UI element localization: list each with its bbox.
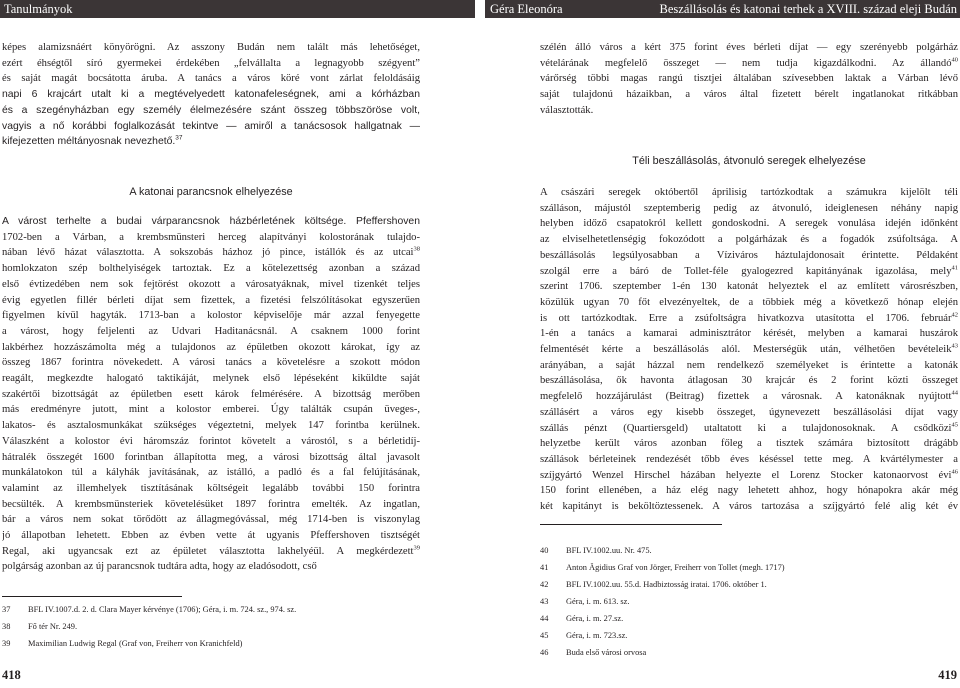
footnote-ref: 40 [951,56,958,64]
footnote-ref: 37 [175,134,183,142]
footnote-ref: 44 [951,389,958,397]
footnote-ref: 42 [951,311,958,319]
footnote-ref: 45 [951,421,958,429]
footnote-rule [540,524,722,525]
footnote-41: 41 Anton Ägidius Graf von Jörger, Freiherr von Tollet (megh. 1717) [540,563,785,572]
section-heading-right: Téli beszállásolás, átvonuló seregek elhelyezése [632,155,866,167]
article-title: Beszállásolás és katonai terhek a XVIII. század eleji Budán [659,2,957,16]
section-title: Tanulmányok [4,2,73,16]
footnote-ref: 39 [413,544,420,552]
left-paragraph-1: képes alamizsnáért könyörögni. Az asszony Budán nem talált más lehetőséget, ezért éhségtől síró gyermekei érdekében „felvállalta a legnagyobb szégyent” és saját magát bocsátotta áruba. A tanács a város köré vont zárlat feloldásáig napi 6 krajcárt utalt ki a megtévelyedett katonafeleségnek, ami a kórházban és a szegényházban egy személy élelmezésére szánt összeg többszöröse volt, vagyis a nő korábbi foglalkozását tekintve — amiről a tanácsosok hallgatnak — kifejezetten méltányosnak nevezhető.$^{37}$ [2,42,420,148]
footnote-40: 40 BFL IV.1002.uu. Nr. 475. [540,546,652,555]
running-header-right [485,0,960,18]
footnote-42: 42 BFL IV.1002.uu. 55.d. Hadbiztosság iratai. 1706. október 1. [540,580,767,589]
right-paragraph-2: A császári seregek októbertől áprilisig tartózkodtak a számukra kijelölt téli szálláson, májustól szeptemberig pedig az átvonuló, ideiglenesen néhány napig helyben időző csapatokról kellett gondoskodni. A seregek vonulása idején időnként az elviselhetetlenségig fokozódott a polgárházak és a fogadók zsúfoltsága. A beszállásolás legsúlyosabban a Víziváros háztulajdonosait érintette. Példaként szolgál erre a báró de Tollet-féle gyalogezred kapitányának igazolása, mely$^{41}$ szerint 1706. szeptember 1-én 130 katonát helyeztek el az említett városrészben, közülük ugyan 70 főt elvezényeltek, de a többiek még a következő hónap elején is ott tartózkodtak. Erre a zsúfoltságra hivatkozva utasította el 1706. február$^{42}$ 1-én a tanács a kamarai adminisztrátor kérését, melyben a kamarai huszárok felmentését kérte a beszállásolás alól. Mesterségük után, vélhetően bevételeik$^{43}$ arányában, a saját házzal nem rendelkező személyeket is érintette a katonák beszállásolása, ők havonta átlagosan 30 krajcár és 2 forint közti összeget megfelelő hozzájárulást (Beitrag) fizettek a városnak. A katonáknak nyújtott$^{44}$ szállásért a város egy kisebb összeget, úgynevezett beszállásolási díjat vagy szállás pénzt (Quartiersgeld) utaltatott ki a tulajdonosoknak. A csődközi$^{45}$ helyzetbe került város azonban főleg a tisztek számára biztosított drágább szállások bérleteinek rendezését tőbb éves késéssel tette meg. A kvártélymester a szíjgyártó Wenzel Hirschel házában helyezte el Lorenz Stocker katonaorvost évi$^{46}$ 150 forint ellenében, a ház elég nagy lehetett ahhoz, hogy hónapokra akár még két kapitányt is beköltöztessenek. A város tartozása a szíjgyártó felé alig két év [540,187,958,513]
footnote-ref: 38 [413,245,420,253]
author-name: Géra Eleonóra [490,2,563,16]
right-paragraph-1: szélén álló város a kért 375 forint éves bérleti díjat — egy szerényebb polgárház vételárának megfelelő összeget — nem tudja kigazdálkodni. Az állandó$^{40}$ várőrség többi magas rangú tisztjei általában szívesebben laktak a Várban lévő saját tulajdonú házaikban, a város által fizetett bérelt ingatlanokat ritkábban választották. [540,42,958,116]
footnote-37: 37 BFL IV.1007.d. 2. d. Clara Mayer kérvénye (1706); Géra, i. m. 724. sz., 974. sz. [2,605,297,614]
section-heading-left: A katonai parancsnok elhelyezése [129,186,293,198]
footnote-38: 38 Fő tér Nr. 249. [2,622,78,631]
footnote-44: 44 Géra, i. m. 27.sz. [540,614,624,623]
footnote-39: 39 Maximilian Ludwig Regal (Graf von, Freiherr von Kranichfeld) [2,639,243,648]
footnote-ref: 41 [951,263,958,271]
page-number-left: 418 [2,668,21,682]
running-header-left [0,0,475,18]
left-paragraph-2: A várost terhelte a budai várparancsnok házbérletének költsége. Pfeffershoven 1702-ben a Várban, a krembsmünsteri herceg alapítványi kolostorának tulajdo- nában lévő házat választotta. A sokszobás házhoz jó pince, istállók és az utcai$^{38}$ homlokzaton szép bolthelyiségek tartoztak. Ez a kötelezettség azonban a század első évtizedében nem sok fejtörést okozott a városatyáknak, mivel tizenkét teljes évig egyetlen fillér bérleti díjat sem fizettek, a fizetési felszólításokat egyszerűen figyelmen kívül hagyták. 1713-ban a kolostor képviselője már azzal fenyegette a várost, hogy feljelenti az Udvari Haditanácsnál. A csaknem 1000 forint lakbérhez hozzászámolta még a tulajdonos az épületben okozott károkat, így az összeg 1867 forintra növekedett. A városi tanács a követelésre a szokott módon reagált, megkezdte halogató taktikáját, melynek első lépéseként kiküldte saját szakértői bizottságát az épületben esett károk felmérésére. A bizottság merőben más eredményre jutott, mint a kolostor emberei. Úgy találták csupán üveges-, lakatos- és asztalosmunkákat szükséges végeztetni, melyek 147 forintba kerülnek. Válaszként a kolostor évi háromszáz forintot követelt a várostól, s a bérletidíj- hátralék összegét 1600 forintban állapította meg, a városi bizottság által javasolt munkálatokon túl a kályhák javításának, az istálló, a padló és a fal felújításának, valamint az illemhelyek tisztításának költségeit legalább további 150 forintra becsülték. A krembsmünsteriek követelésüket 1897 forintra emelték. Az ingatlan, bár a város nem sokat törődött az állagmegóvással, még 1714-ben is viszonylag jó állapotban lehetett. Ebben az évben vette át ugyanis Pfeffershoven tisztségét Regal, aki ugyancsak ezt az épületet választotta lakhelyéül. A megkérdezett$^{39}$ polgárság azonban az új parancsnok tudtára adta, hogy az eladósodott, cső [2,216,420,573]
footnote-46: 46 Buda első városi orvosa [540,648,647,657]
footnote-45: 45 Géra, i. m. 723.sz. [540,631,628,640]
page-number-right: 419 [938,668,957,682]
footnote-ref: 46 [951,468,958,476]
footnote-ref: 43 [951,342,958,350]
footnote-rule [2,596,182,597]
footnote-43: 43 Géra, i. m. 613. sz. [540,597,630,606]
